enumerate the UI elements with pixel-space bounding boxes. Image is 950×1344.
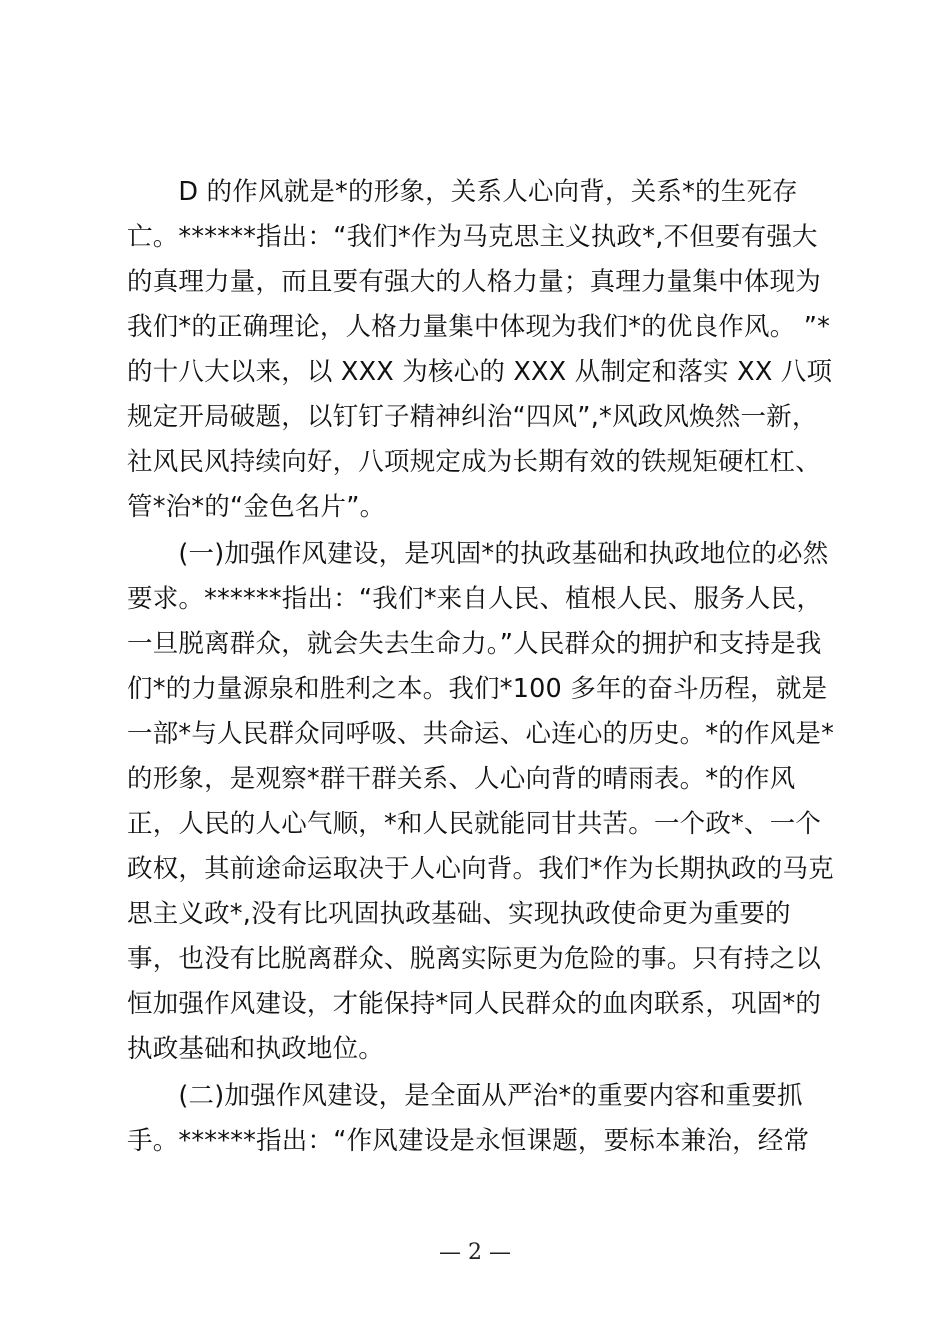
text-line: 思主义政*,没有比巩固执政基础、实现执政使命更为重要的 <box>127 899 791 929</box>
text-line: 亡。******指出：“我们*作为马克思主义执政*,不但要有强大 <box>127 222 818 252</box>
text-line: (一)加强作风建设，是巩固*的执政基础和执政地位的必然 <box>127 539 829 569</box>
text-line: 一部*与人民群众同呼吸、共命运、心连心的历史。*的作风是* <box>127 719 835 749</box>
text-line: 正，人民的人心气顺，*和人民就能同甘共苦。一个政*、一个 <box>127 809 822 839</box>
text-line: 手。******指出：“作风建设是永恒课题，要标本兼治，经常 <box>127 1126 810 1156</box>
text-line: 的形象，是观察*群干群关系、人心向背的晴雨表。*的作风 <box>127 764 796 794</box>
text-line: 要求。******指出：“我们*来自人民、植根人民、服务人民， <box>127 584 823 614</box>
text-line: 政权，其前途命运取决于人心向背。我们*作为长期执政的马克 <box>127 854 834 884</box>
text-line: (二)加强作风建设，是全面从严治*的重要内容和重要抓 <box>127 1081 803 1111</box>
text-line: 事，也没有比脱离群众、脱离实际更为危险的事。只有持之以 <box>127 944 821 974</box>
text-line: D 的作风就是*的形象，关系人心向背，关系*的生死存 <box>127 177 798 207</box>
text-line: 的十八大以来，以 XXX 为核心的 XXX 从制定和落实 XX 八项 <box>127 357 833 387</box>
text-line: 我们*的正确理论，人格力量集中体现为我们*的优良作风。 ”* <box>127 312 831 342</box>
text-line: 一旦脱离群众，就会失去生命力。”人民群众的拥护和支持是我 <box>127 629 822 659</box>
text-line: 们*的力量源泉和胜利之本。我们*100 多年的奋斗历程，就是 <box>127 674 828 704</box>
text-line: 规定开局破题，以钉钉子精神纠治“四风”,*风政风焕然一新， <box>127 402 818 432</box>
text-line: 管*治*的“金色名片”。 <box>127 492 386 522</box>
page-number: — 2 — <box>439 1240 511 1265</box>
text-line: 的真理力量，而且要有强大的人格力量；真理力量集中体现为 <box>127 267 821 297</box>
text-line: 执政基础和执政地位。 <box>127 1034 385 1064</box>
text-line: 恒加强作风建设，才能保持*同人民群众的血肉联系，巩固*的 <box>127 989 822 1019</box>
text-line: 社风民风持续向好，八项规定成为长期有效的铁规矩硬杠杠、 <box>127 447 821 477</box>
